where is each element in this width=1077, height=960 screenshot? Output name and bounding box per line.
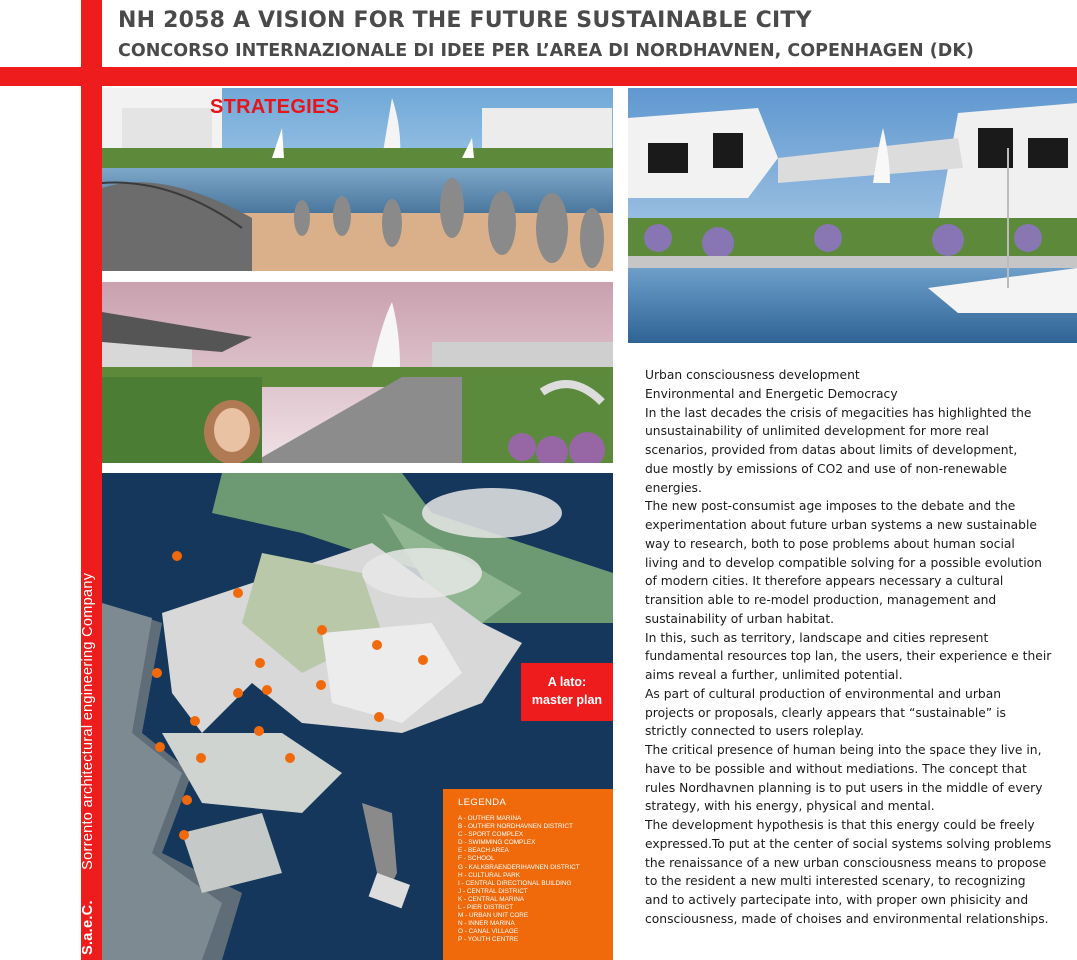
legend-item: J - CENTRAL DISTRICT	[458, 887, 528, 895]
legend-title: LEGENDA	[458, 797, 507, 808]
legend-item: P - YOUTH CENTRE	[458, 936, 519, 944]
text-line: strategy, with his energy, physical and mental.	[645, 799, 935, 814]
promenade-render-image	[102, 282, 613, 463]
text-line: In this, such as territory, landscape and cities represent	[645, 630, 989, 645]
legend-item: M - URBAN UNIT CORE	[458, 912, 529, 920]
text-line: As part of cultural production of environmental and urban	[645, 686, 1002, 701]
text-line: The critical presence of human being into the space they live in,	[645, 743, 1042, 757]
text-line: have to be possible and without mediations. The concept that	[645, 761, 1027, 776]
text-line: expressed.To put at the center of social systems solving problems	[645, 836, 1052, 851]
legend-item: E - BEACH AREA	[458, 847, 509, 855]
text-line: the renaissance of a new urban consciousness means to propose	[645, 855, 1047, 870]
text-line: Environmental and Energetic Democracy	[645, 386, 898, 401]
text-line: In the last decades the crisis of megacities has highlighted the	[645, 405, 1032, 420]
legend-item: H - CULTURAL PARK	[458, 871, 521, 879]
legend-box	[443, 789, 613, 960]
legend-item: O - CANAL VILLAGE	[458, 928, 519, 936]
text-line: aims reveal a further, unlimited potential.	[645, 668, 903, 682]
legend-item: G - KALKBRAENDERIHAVNEN DISTRICT	[458, 863, 580, 871]
text-line: projects or proposals, clearly appears that “sustainable” is	[645, 705, 1006, 720]
description-text	[645, 366, 1065, 929]
master-plan-label-line2: master plan	[531, 693, 603, 707]
text-line: due mostly by emissions of CO2 and use of non-renewable	[645, 461, 1008, 476]
page-subtitle: CONCORSO INTERNAZIONALE DI IDEE PER L’AREA DI NORDHAVNEN, COPENHAGEN (DK)	[118, 41, 974, 61]
text-line: energies.	[645, 480, 702, 495]
text-line: to the resident a new multi interested scenary, to recognizing	[645, 874, 1026, 889]
company-credit	[80, 535, 96, 955]
beach-render-image	[102, 88, 613, 271]
legend-item: B - OUTHER NORDHAVNEN DISTRICT	[458, 823, 573, 831]
text-line: consciousness, made of choises and environmental relationships.	[645, 911, 1049, 926]
text-line: of modern cities. It therefore appears necessary a cultural	[645, 574, 1004, 589]
legend-item: I - CENTRAL DIRECTIONAL BUILDING	[458, 879, 572, 887]
text-line: living and to develop compatible solving for a possible evolution	[645, 555, 1042, 570]
text-line: strictly connected to users roleplay.	[645, 724, 865, 739]
text-line: experimentation about future urban systems a new sustainable	[645, 518, 1037, 532]
legend-item: D - SWIMMING COMPLEX	[458, 839, 536, 847]
legend-item: K - CENTRAL MARINA	[458, 895, 525, 903]
company-abbr: S.a.e.C.	[80, 900, 96, 955]
text-line: fundamental resources top lan, the users, their experience e their	[645, 649, 1052, 664]
legend-item: F - SCHOOL	[458, 855, 495, 863]
text-line: way to research, both to pose problems about human social	[645, 536, 1015, 551]
page-title: NH 2058 A VISION FOR THE FUTURE SUSTAINABLE CITY	[118, 8, 812, 33]
bridge-render-image	[628, 88, 1077, 343]
text-line: sustainability of urban habitat.	[645, 611, 835, 626]
master-plan-label-line1: A lato:	[547, 675, 587, 689]
text-line: Urban consciousness development	[645, 368, 860, 382]
legend-item: L - PIER DISTRICT	[458, 904, 514, 912]
legend-item: C - SPORT COMPLEX	[458, 831, 524, 839]
strategies-label: STRATEGIES	[210, 96, 340, 118]
master-plan-label	[521, 663, 613, 721]
text-line: The new post-consumist age imposes to the debate and the	[645, 499, 1016, 514]
text-line: The development hypothesis is that this energy could be freely	[645, 818, 1035, 832]
text-line: unsustainability of unlimited development for more real	[645, 424, 989, 439]
text-line: transition able to re-model production, management and	[645, 593, 997, 607]
text-line: and to actively partecipate into, with proper own phisicity and	[645, 893, 1029, 907]
text-line: rules Nordhavnen planning is to put users in the middle of every	[645, 780, 1043, 795]
legend-item: N - INNER MARINA	[458, 920, 515, 928]
text-line: scenarios, provided from datas about limits of development,	[645, 443, 1018, 457]
company-name: Sorrento architectural engineering Company	[80, 572, 96, 870]
legend-item: A - OUTHER MARINA	[458, 815, 522, 822]
red-horizontal-bar	[0, 67, 1077, 86]
